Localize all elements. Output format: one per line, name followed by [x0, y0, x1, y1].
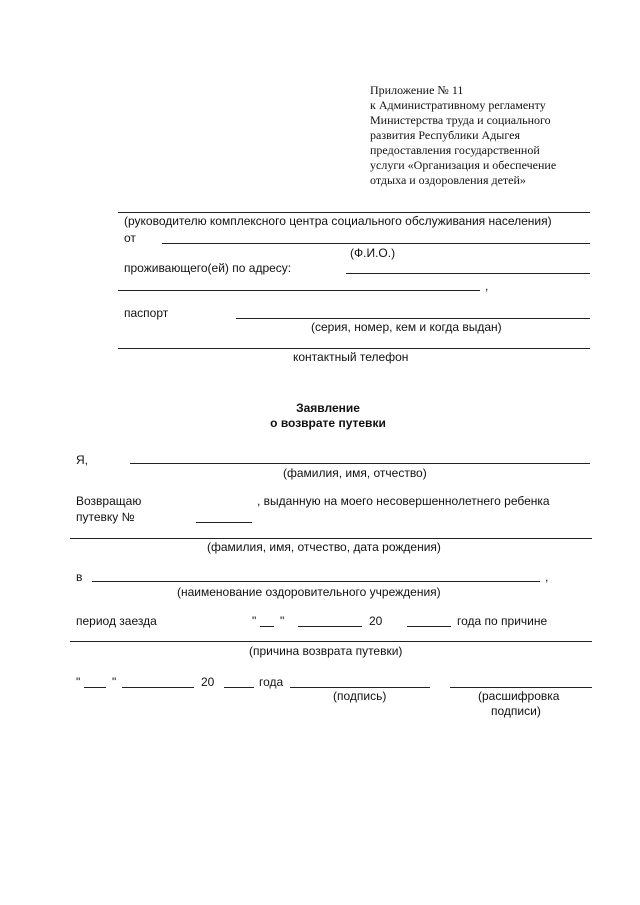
- period-label: период заезда: [76, 614, 157, 628]
- appendix-line: Министерства труда и социального: [370, 113, 551, 127]
- address-line-2[interactable]: [118, 290, 480, 291]
- footer-quote-close: ": [112, 675, 117, 689]
- phone-caption: контактный телефон: [293, 350, 409, 364]
- appendix-line: развития Республики Адыгея: [370, 128, 520, 142]
- recipient-caption: (руководителю комплексного центра социального обслуживания населения): [124, 214, 552, 228]
- address-line-1[interactable]: [346, 273, 590, 274]
- return-label: Возвращаю: [76, 494, 142, 508]
- appendix-line: к Административному регламенту: [370, 98, 546, 112]
- voucher-label: путевку №: [76, 510, 135, 524]
- footer-year-word: года: [259, 675, 284, 689]
- signature-caption: (подпись): [333, 689, 387, 703]
- decode-caption-line-2: подписи): [491, 704, 541, 718]
- document-subtitle: о возврате путевки: [270, 416, 386, 430]
- reason-caption: (причина возврата путевки): [249, 644, 403, 658]
- return-blank[interactable]: [160, 506, 256, 507]
- phone-line[interactable]: [118, 348, 590, 349]
- fio-line[interactable]: [162, 243, 590, 244]
- period-year-line[interactable]: [407, 626, 451, 627]
- appendix-line: предоставления государственной: [370, 143, 540, 157]
- passport-label: паспорт: [124, 306, 169, 320]
- institution-comma: ,: [545, 570, 549, 584]
- address-comma: ,: [485, 279, 489, 293]
- i-label: Я,: [76, 453, 88, 467]
- from-label: от: [124, 231, 136, 245]
- footer-year-prefix: 20: [201, 675, 215, 689]
- period-quote-open: ": [252, 614, 257, 628]
- appendix-line: отдыха и оздоровления детей»: [370, 173, 526, 187]
- appendix-line: услуги «Организация и обеспечение: [370, 158, 557, 172]
- appendix-line: Приложение № 11: [370, 83, 464, 97]
- address-label: проживающего(ей) по адресу:: [124, 261, 292, 275]
- institution-line[interactable]: [92, 581, 540, 582]
- appendix-block: [370, 83, 556, 188]
- period-day-line[interactable]: [260, 626, 274, 627]
- child-caption: (фамилия, имя, отчество, дата рождения): [207, 540, 441, 554]
- child-line[interactable]: [70, 538, 592, 539]
- passport-caption: (серия, номер, кем и когда выдан): [311, 320, 502, 334]
- name-caption: (фамилия, имя, отчество): [283, 466, 427, 480]
- decode-line[interactable]: [450, 687, 592, 688]
- reason-line[interactable]: [70, 641, 592, 642]
- signature-line[interactable]: [290, 687, 430, 688]
- fio-caption: (Ф.И.О.): [350, 246, 396, 260]
- footer-quote-open: ": [76, 675, 81, 689]
- voucher-number-line[interactable]: [196, 522, 252, 523]
- institution-caption: (наименование оздоровительного учреждения): [177, 585, 441, 599]
- recipient-line[interactable]: [118, 212, 590, 213]
- decode-caption-line-1: (расшифровка: [478, 689, 560, 703]
- issued-text: , выданную на моего несовершеннолетнего ребенка: [257, 494, 550, 508]
- reason-text: года по причине: [457, 614, 548, 628]
- period-quote-close: ": [280, 614, 285, 628]
- period-year-prefix: 20: [369, 614, 383, 628]
- footer-day-line[interactable]: [84, 687, 106, 688]
- footer-month-line[interactable]: [122, 687, 194, 688]
- in-label: в: [76, 570, 83, 584]
- document-title: Заявление: [296, 401, 360, 415]
- period-month-line[interactable]: [298, 626, 362, 627]
- name-line[interactable]: [130, 463, 590, 464]
- passport-line[interactable]: [236, 318, 590, 319]
- footer-year-line[interactable]: [224, 687, 254, 688]
